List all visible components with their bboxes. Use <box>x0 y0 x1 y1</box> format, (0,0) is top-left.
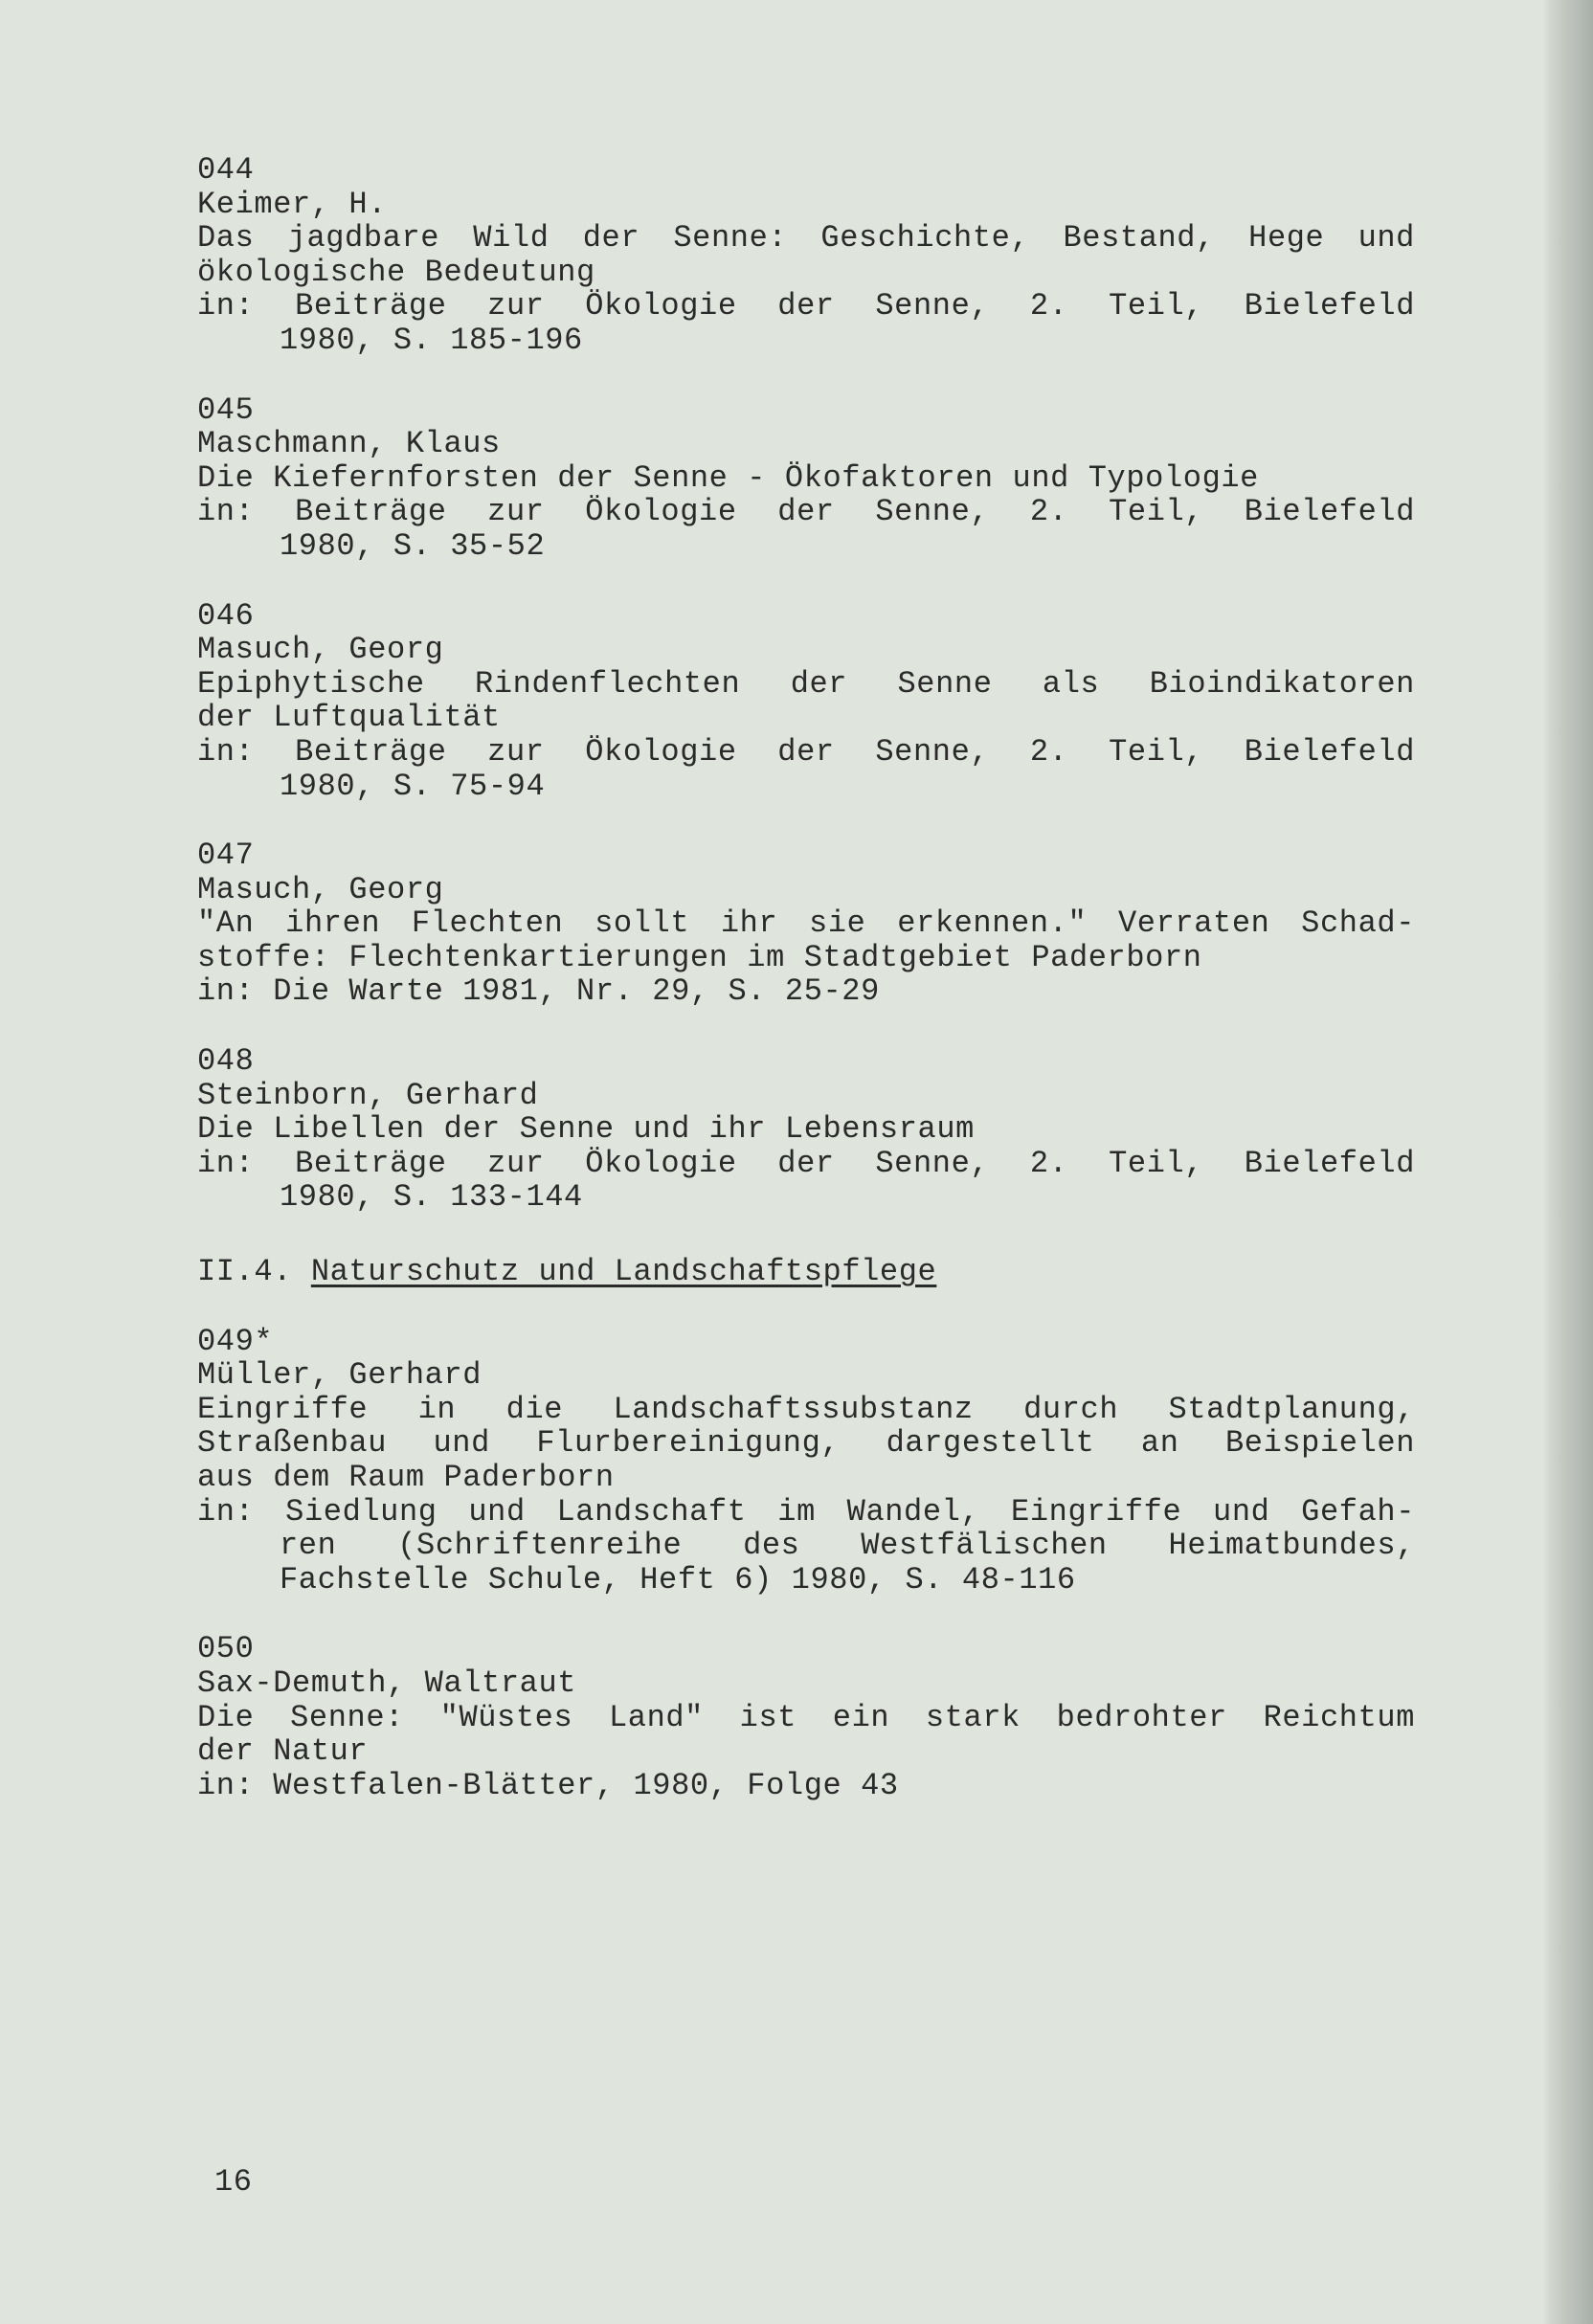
entry-title-line: der Luftqualität <box>197 700 501 736</box>
page-edge <box>1549 0 1593 2324</box>
entry-author: Keimer, H. <box>197 186 388 222</box>
entry-source-line: 1980, S. 75-94 <box>280 768 546 804</box>
entry-author: Müller, Gerhard <box>197 1357 482 1394</box>
entry-source-line: in: Beiträge zur Ökologie der Senne, 2. Teil, Bielefeld <box>197 494 1415 530</box>
entry-number: 048 <box>197 1043 255 1080</box>
section-heading <box>197 1255 1423 1289</box>
entry-author: Sax-Demuth, Waltraut <box>197 1665 577 1701</box>
entry-title-line: "An ihren Flechten sollt ihr sie erkennen." Verraten Schad- <box>197 905 1415 942</box>
entry-author: Steinborn, Gerhard <box>197 1077 539 1113</box>
entry-title-line: Die Kiefernforsten der Senne - Ökofaktoren und Typologie <box>197 459 1259 496</box>
bibliography-entry-047 <box>197 838 1423 1009</box>
entry-number: 047 <box>197 838 255 874</box>
bibliography-entry-050 <box>197 1632 1423 1802</box>
entry-source-line: 1980, S. 35-52 <box>280 527 546 564</box>
entry-author: Maschmann, Klaus <box>197 426 501 462</box>
entry-title-line: Die Libellen der Senne und ihr Lebensraum <box>197 1111 975 1148</box>
entry-number: 049* <box>197 1323 274 1359</box>
entry-source-line: in: Siedlung und Landschaft im Wandel, Eingriffe und Gefah- <box>197 1493 1415 1530</box>
entry-title-line: Die Senne: "Wüstes Land" ist ein stark bedrohter Reichtum <box>197 1699 1415 1735</box>
section-number: II.4. <box>197 1254 293 1290</box>
entry-source-line: in: Beiträge zur Ökologie der Senne, 2. Teil, Bielefeld <box>197 288 1415 324</box>
entry-title-line: Straßenbau und Flurbereinigung, dargestellt an Beispielen <box>197 1425 1415 1462</box>
entry-title-line: Eingriffe in die Landschaftssubstanz durch Stadtplanung, <box>197 1391 1415 1427</box>
entry-source-line: ren (Schriftenreihe des Westfälischen Heimatbundes, <box>280 1528 1415 1564</box>
bibliography-entry-046 <box>197 599 1423 804</box>
entry-number: 050 <box>197 1631 255 1667</box>
bibliography-entry-044 <box>197 153 1423 358</box>
entry-source-line: Fachstelle Schule, Heft 6) 1980, S. 48-116 <box>280 1561 1076 1598</box>
entry-number: 044 <box>197 152 255 188</box>
entry-source-line: 1980, S. 185-196 <box>280 322 583 358</box>
bibliography-entry-049 <box>197 1325 1423 1598</box>
entry-source-line: 1980, S. 133-144 <box>280 1179 583 1216</box>
section-title: Naturschutz und Landschaftspflege <box>310 1254 937 1290</box>
bibliography-content <box>197 153 1423 1838</box>
entry-title-line: ökologische Bedeutung <box>197 254 595 290</box>
entry-title-line: aus dem Raum Paderborn <box>197 1460 615 1495</box>
entry-title-line: Das jagdbare Wild der Senne: Geschichte, Bestand, Hege und <box>197 220 1415 257</box>
bibliography-entry-045 <box>197 393 1423 564</box>
entry-number: 045 <box>197 391 255 428</box>
entry-number: 046 <box>197 597 255 634</box>
entry-source-line: in: Westfalen-Blätter, 1980, Folge 43 <box>197 1767 899 1803</box>
entry-title-line: stoffe: Flechtenkartierungen im Stadtgebiet Paderborn <box>197 939 1202 975</box>
page-number: 16 <box>214 2164 253 2200</box>
entry-source-line: in: Beiträge zur Ökologie der Senne, 2. Teil, Bielefeld <box>197 1145 1415 1181</box>
entry-title-line: der Natur <box>197 1733 369 1770</box>
entry-author: Masuch, Georg <box>197 632 444 668</box>
bibliography-entry-048 <box>197 1044 1423 1215</box>
entry-source-line: in: Die Warte 1981, Nr. 29, S. 25-29 <box>197 973 880 1010</box>
entry-title-line: Epiphytische Rindenflechten der Senne als Bioindikatoren <box>197 665 1415 702</box>
entry-author: Masuch, Georg <box>197 871 444 907</box>
entry-source-line: in: Beiträge zur Ökologie der Senne, 2. Teil, Bielefeld <box>197 733 1415 770</box>
